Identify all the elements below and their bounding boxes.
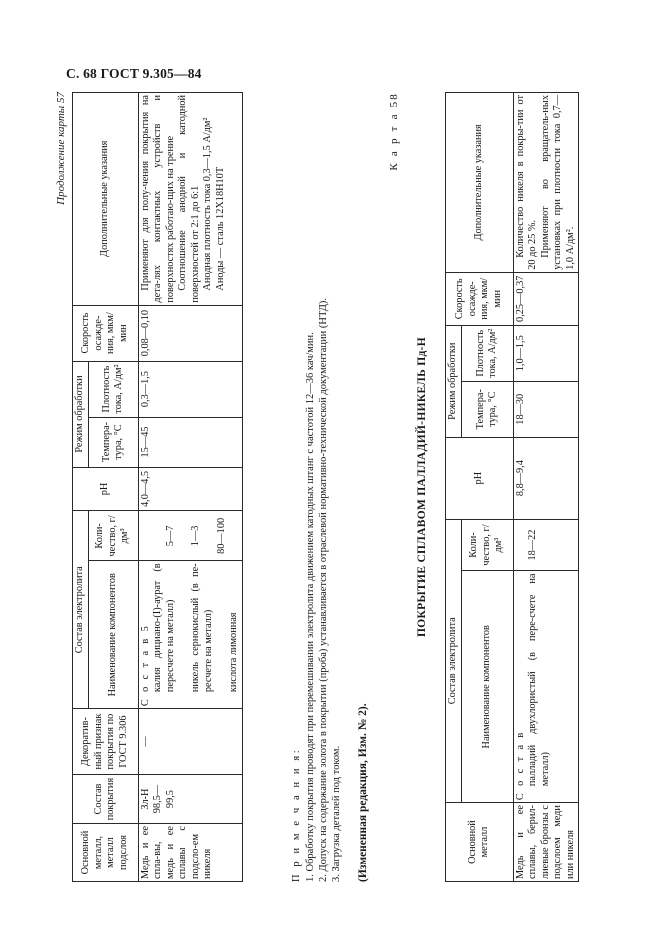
t2-header-base-metal: Основной металл [446,803,514,882]
note-item-1: 1. Обработку покрытия проводят при перемешивании электролита движением катодных штанг с частотой 12—36 кач/мин. [305,332,316,882]
table-row [513,93,579,882]
rotated-content [52,92,627,882]
t2-header-component-name: Наименование компонентов [461,571,513,803]
note-item-2: 2. Допуск на содержание золота в покрытии (проба) устанавливается в отраслевой нормативно-технической документации (НТД). [318,298,329,882]
t1-header-base-metal: Основной металл, металл подслоя [73,824,139,882]
page-header: С. 68 ГОСТ 9.305—84 [66,66,202,81]
section-title: ПОКРЫТИЕ СПЛАВОМ ПАЛЛАДИЙ-НИКЕЛЬ Пд-Н [416,337,428,637]
card-58-table [445,92,579,882]
t2-header-notes: Дополнительные указания [446,93,514,273]
t2-base-metal: Медь и ее сплавы, берил-лиевые бронзы с подслоем меди или никеля [513,803,579,882]
table-row [138,93,242,882]
t2-component-1: палладий двухлористый (в пере-счете на металл) [527,573,551,787]
t1-header-current-density: Плотность тока, А/дм² [88,361,138,417]
t2-notes [513,93,579,273]
card-title: К а р т а 58 [388,92,400,171]
t2-quantity-1 [513,519,579,571]
t2-header-mode: Режим обработки [446,325,462,437]
t1-notes-3: Анодная плотность тока 0,3—1,5 А/дм² [202,117,213,291]
t1-component-3: кислота лимонная [228,612,239,693]
notes-heading: П р и м е ч а н и я: [291,747,302,882]
continuation-title: Продолжение карты 57 [55,92,67,205]
t1-quantity-1: 5—7 [164,525,176,547]
t1-header-notes: Дополнительные указания [73,93,139,306]
t1-notes-2: Соотношение анодной и катодной поверхностей от 2:1 до 6:1 [177,95,201,303]
amendment-note: (Измененная редакция, Изм. № 2). [357,703,369,882]
t2-header-ph: рН [446,437,514,519]
t1-header-composition: Состав покрытия [73,775,139,824]
t2-components [513,571,579,803]
t2-deposition-rate: 0,25—0,37 [513,272,579,325]
t1-notes-4: Аноды — сталь 12Х18Н10Т [214,166,226,291]
t1-header-decorative: Декоратив-ный признак покрытия по ГОСТ 9.306 [73,709,139,775]
t1-decorative: — [138,709,242,775]
t1-header-quantity: Коли-чество, г/дм³ [88,511,138,561]
t2-header-current-density: Плотность тока, А/дм² [461,325,513,381]
note-item-3: 3. Загрузка деталей под током. [331,745,342,882]
t1-composition-range: 98,5—99,5 [152,784,176,814]
t1-quantities [138,511,242,561]
t2-header-temperature: Темпера-тура, °С [461,381,513,437]
table1-header-row-1 [73,93,89,882]
t1-component-1: калия дициано-(I)-аурат (в пересчете на металл) [152,563,176,693]
t2-header-quantity: Коли-чество, г/дм³ [461,519,513,571]
t1-base-metal: Медь и ее спла-вы, медь и ее сплавы с подсло-ем никеля [138,824,242,882]
card-57-table [72,92,243,882]
t2-components-heading: С о с т а в [514,730,526,801]
t1-header-electrolyte: Состав электролита [73,511,89,709]
t1-quantity-2: 1—3 [189,525,201,547]
t1-header-ph: рН [73,467,139,511]
t1-ph: 4,0—4,5 [138,467,242,511]
t1-header-mode: Режим обработки [73,361,89,467]
t2-notes-1: Количество никеля в покры-тии от 20 до 25 %. [514,95,538,270]
t1-temperature: 15—45 [138,417,242,467]
table2-header-row-1 [446,93,462,882]
notes-block [290,92,343,882]
t1-current-density: 0,3—1,5 [138,361,242,417]
t2-quantity-1-value: 18—22 [526,529,538,561]
t1-quantity-3: 80—100 [215,517,227,554]
t1-composition [138,775,242,824]
t2-ph: 8,8—9,4 [513,437,579,519]
t1-header-temperature: Темпера-тура, °С [88,417,138,467]
t1-deposition-rate: 0,08—0,10 [138,305,242,361]
t2-header-electrolyte: Состав электролита [446,519,462,803]
t1-notes [138,93,242,306]
t2-temperature: 18—30 [513,381,579,437]
t1-header-component-name: Наименование компонентов [88,561,138,709]
t1-notes-1: Применяют для полу-чения покрытия на дета-лях контактных устройств и поверхностях работаю-щих на трение [139,95,176,303]
t1-header-deposition-rate: Скорость осажде-ния, мкм/мин [73,305,139,361]
t1-components-heading: С о с т а в 5 [139,623,151,707]
t2-notes-2: Применяют во вращатель-ных установках при плотности тока 0,7—1,0 А/дм². [539,95,576,270]
t2-header-deposition-rate: Скорость осажде-ния, мкм/мин [446,272,514,325]
t2-current-density: 1,0—1,5 [513,325,579,381]
t1-components [138,561,242,709]
t1-composition-alloy: Зл-Н [139,788,151,810]
t1-component-2: никель сернокислый (в пе-ресчете на металл) [190,563,214,693]
